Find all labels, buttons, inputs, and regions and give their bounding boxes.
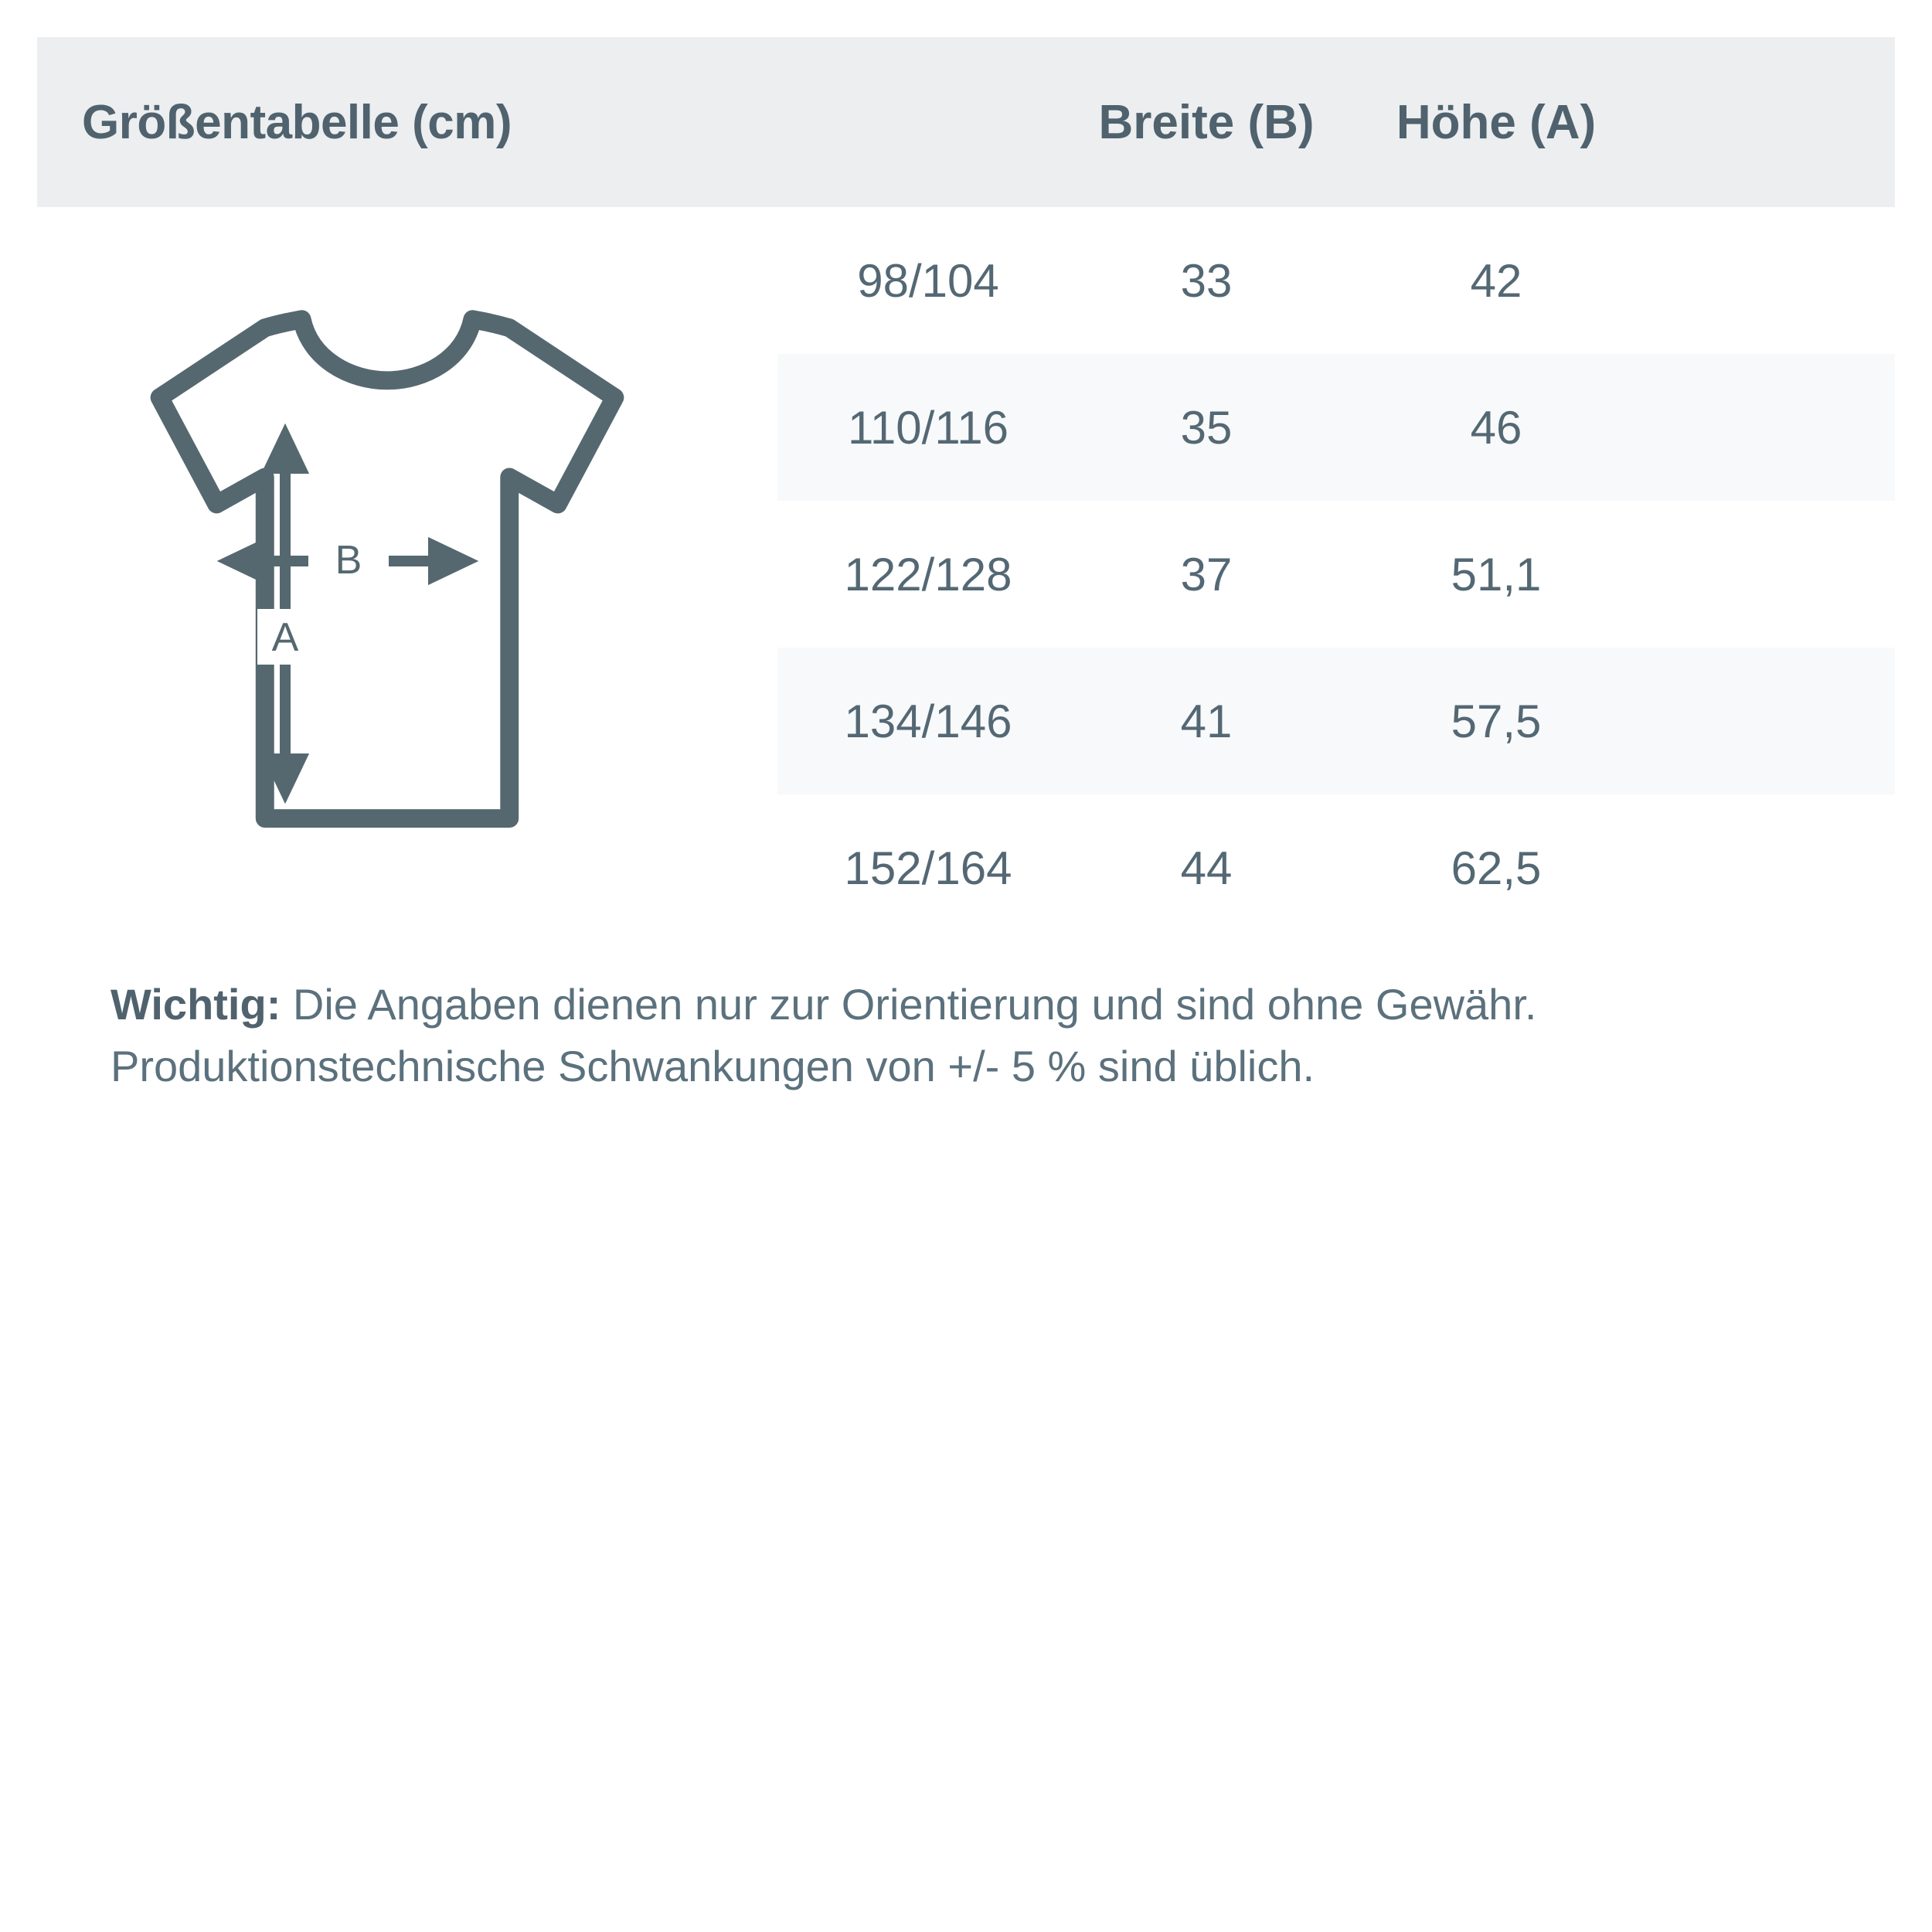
cell-size: 134/146: [844, 695, 1012, 747]
cell-size: 110/116: [848, 401, 1009, 454]
disclaimer-lead: Wichtig:: [111, 980, 281, 1029]
table-row: [777, 648, 1895, 794]
table-row: [777, 207, 1895, 354]
cell-size: 152/164: [844, 842, 1012, 894]
height-label: A: [271, 615, 299, 660]
cell-height: 42: [1470, 254, 1522, 307]
tshirt-illustration: [37, 207, 777, 941]
size-table: [777, 207, 1895, 941]
cell-width: 35: [1180, 401, 1233, 454]
size-chart: [37, 37, 1895, 1097]
cell-width: 44: [1180, 842, 1233, 894]
size-chart-header: [37, 37, 1895, 207]
disclaimer-note: [37, 974, 1895, 1097]
cell-size: 98/104: [857, 254, 999, 307]
column-header-width: Breite (B): [1098, 95, 1315, 149]
cell-width: 37: [1180, 548, 1233, 600]
cell-size: 122/128: [844, 548, 1012, 600]
disclaimer-text: Die Angaben dienen nur zur Orientierung und sind ohne Gewähr. Produktionstechnische Schwankungen von +/- 5 % sind üblich.: [111, 980, 1537, 1090]
cell-height: 62,5: [1451, 842, 1542, 894]
cell-height: 51,1: [1451, 548, 1542, 600]
cell-width: 33: [1180, 254, 1233, 307]
page-title: Größentabelle (cm): [82, 95, 512, 149]
cell-height: 46: [1470, 401, 1522, 454]
table-row: [777, 501, 1895, 648]
cell-width: 41: [1180, 695, 1233, 747]
cell-height: 57,5: [1451, 695, 1542, 747]
column-header-height: Höhe (A): [1396, 95, 1597, 149]
table-row: [777, 794, 1895, 941]
table-row: [777, 354, 1895, 501]
size-chart-body: [37, 207, 1895, 941]
width-label: B: [335, 538, 362, 583]
